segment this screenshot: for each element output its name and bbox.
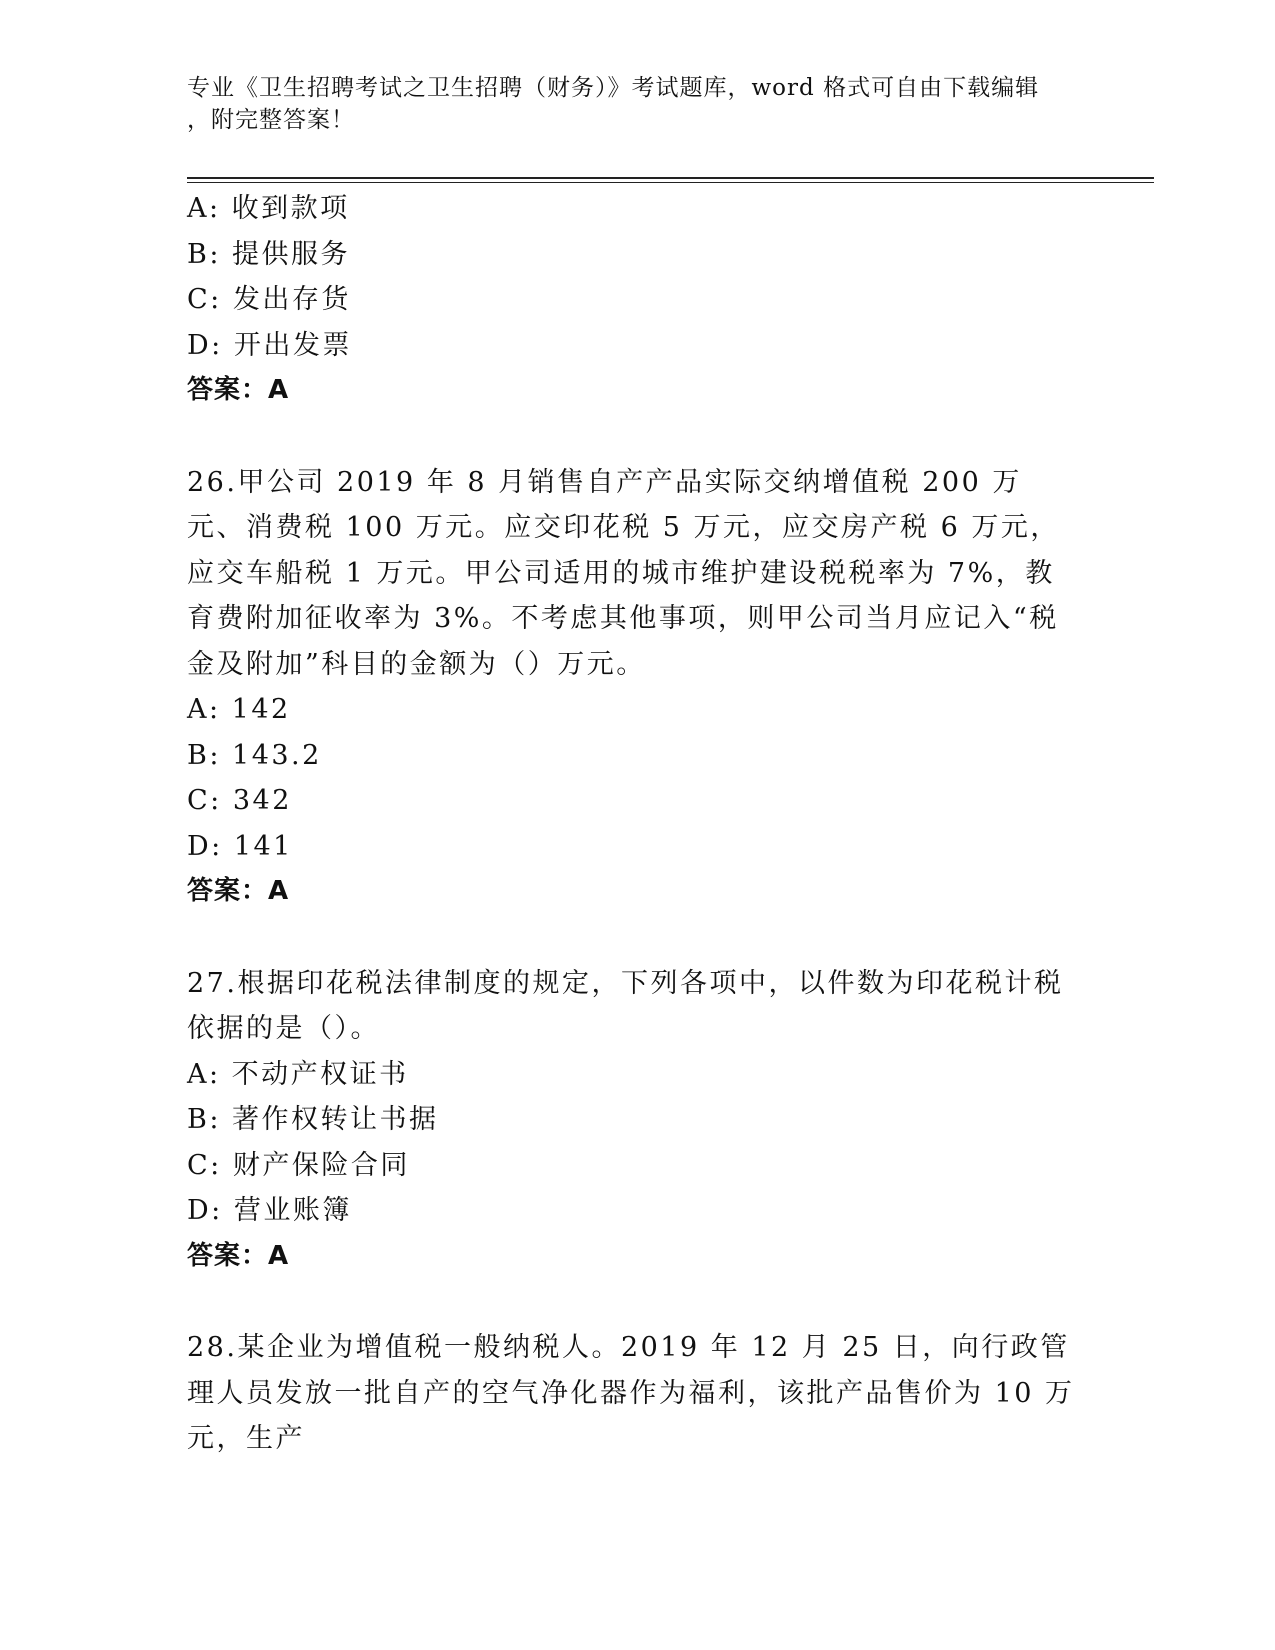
option-d: D: 营业账簿 bbox=[187, 1195, 352, 1226]
question-text: 26.甲公司 2019 年 8 月销售自产产品实际交纳增值税 200 万元、消费税 100 万元。应交印花税 5 万元，应交房产税 6 万元，应交车船税 1 万元。甲公司适用的城市维护建设税税率为 7%，教育费附加征收率为 3%。不考虑其他事项，则甲公司当月应记入“税金及附加”科目的金额为（）万元。 bbox=[187, 466, 1060, 680]
header-divider-thick bbox=[187, 177, 1154, 179]
option-d: D: 141 bbox=[187, 830, 293, 862]
document-header bbox=[187, 72, 1067, 136]
question-list bbox=[187, 186, 1087, 1462]
option-d: D: 开出发票 bbox=[187, 329, 352, 361]
option-b: B: 著作权转让书据 bbox=[187, 1104, 439, 1135]
header-divider-thin bbox=[187, 182, 1154, 183]
header-line-1: 专业《卫生招聘考试之卫生招聘（财务）》考试题库，word 格式可自由下载编辑 bbox=[187, 75, 1040, 101]
option-a: A: 不动产权证书 bbox=[187, 1058, 409, 1090]
option-c: C: 342 bbox=[187, 785, 292, 816]
option-a: A: 收到款项 bbox=[187, 193, 350, 224]
question-28 bbox=[187, 1325, 1087, 1462]
answer-label: 答案：A bbox=[187, 1240, 290, 1271]
option-c: C: 发出存货 bbox=[187, 284, 351, 315]
spacer bbox=[187, 915, 1087, 961]
question-text: 28.某企业为增值税一般纳税人。2019 年 12 月 25 日，向行政管理人员发放一批自产的空气净化器作为福利，该批产品售价为 10 万元，生产 bbox=[187, 1332, 1075, 1454]
option-c: C: 财产保险合同 bbox=[187, 1149, 410, 1181]
spacer bbox=[187, 1279, 1087, 1325]
option-a: A: 142 bbox=[187, 694, 291, 725]
question-text: 27.根据印花税法律制度的规定，下列各项中，以件数为印花税计税依据的是（）。 bbox=[187, 967, 1064, 1044]
question-25 bbox=[187, 186, 1087, 414]
header-line-2: ，附完整答案！ bbox=[187, 107, 355, 133]
answer-label: 答案：A bbox=[187, 876, 290, 906]
option-b: B: 提供服务 bbox=[187, 238, 351, 270]
answer-label: 答案：A bbox=[187, 375, 290, 405]
question-26 bbox=[187, 460, 1087, 915]
question-27 bbox=[187, 961, 1087, 1280]
spacer bbox=[187, 414, 1087, 460]
option-b: B: 143.2 bbox=[187, 739, 322, 771]
